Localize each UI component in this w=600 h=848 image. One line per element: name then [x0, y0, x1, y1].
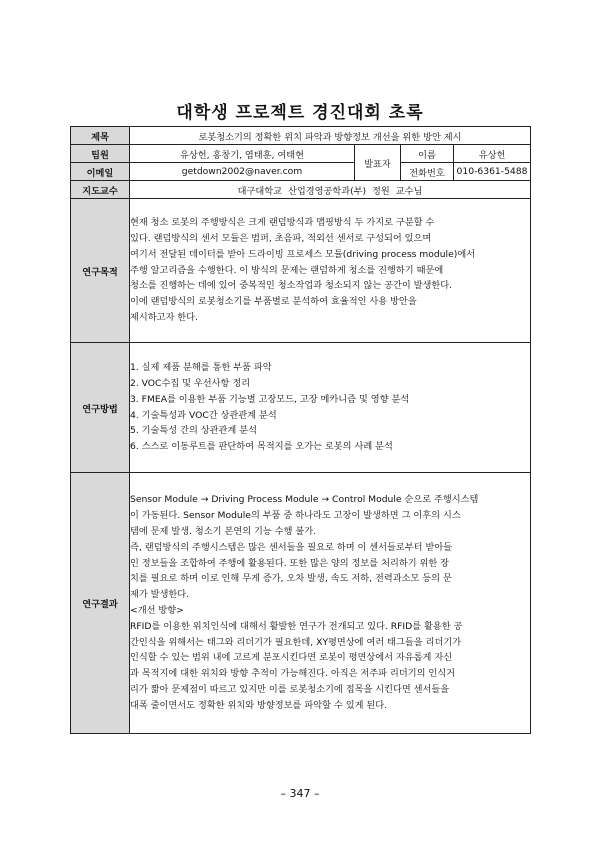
- result-text: [130, 473, 531, 734]
- result-line: 즉, 랜덤방식의 주행시스템은 많은 센서들을 필요로 하며 이 센서들로부터 받아들: [130, 541, 453, 553]
- purpose-line: 현재 청소 로봇의 주행방식은 크게 랜덤방식과 맵핑방식 두 가지로 구분할 수: [130, 217, 435, 229]
- purpose-text: [130, 199, 531, 343]
- result-label: 연구결과: [71, 473, 130, 734]
- purpose-label: 연구목적: [71, 199, 130, 343]
- method-item: 2. VOC수집 및 우선사항 정리: [130, 377, 251, 389]
- email-label: 이메일: [71, 163, 130, 181]
- purpose-line: 청소를 진행하는 데에 있어 중복적인 청소작업과 청소되지 않는 공간이 발생한다.: [130, 280, 453, 292]
- method-item: 4. 기술특성과 VOC간 상관관계 분석: [130, 409, 277, 421]
- method-item: 1. 실제 제품 분해를 통한 부품 파악: [130, 362, 272, 374]
- purpose-line: 여기서 전달된 데이터를 받아 드라이빙 프로세스 모듈(driving process module)에서: [130, 248, 476, 260]
- result-line: 리가 짧아 문제점이 따르고 있지만 이를 로봇청소기에 접목을 시킨다면 센서들을: [130, 683, 450, 695]
- purpose-line: 있다. 랜덤방식의 센서 모듈은 범퍼, 초음파, 적외선 센서로 구성되어 있으며: [130, 233, 432, 244]
- method-item: 6. 스스로 이동루트를 판단하여 목적지를 오가는 로봇의 사례 분석: [130, 441, 393, 453]
- purpose-line: 이에 랜덤방식의 로봇청소기를 부품별로 분석하여 효율적인 사용 방안을: [130, 296, 417, 308]
- purpose-line: 주행 알고리즘을 수행한다. 이 방식의 문제는 랜덤하게 청소를 진행하기 때문에: [130, 264, 444, 276]
- page-number: – 347 –: [280, 787, 320, 800]
- name-label: 이름: [401, 145, 454, 163]
- result-line: 이 가동된다. Sensor Module의 부품 중 하나라도 고장이 발생하면 그 이후의 시스: [130, 510, 461, 522]
- advisor-row: [71, 181, 531, 199]
- method-row: [71, 343, 531, 473]
- team-row: [71, 145, 531, 163]
- result-row: [71, 473, 531, 734]
- abstract-form-table: [70, 126, 531, 734]
- presenter-label: 발표자: [355, 145, 401, 181]
- subject-label: 제목: [71, 127, 130, 145]
- team-label: 팀원: [71, 145, 130, 163]
- advisor-label: 지도교수: [71, 181, 130, 199]
- subject-value: 로봇청소기의 정확한 위치 파악과 방향정보 개선을 위한 방안 제시: [130, 127, 531, 145]
- method-list: [130, 343, 531, 473]
- subject-row: [71, 127, 531, 145]
- method-item: 5. 기술특성 간의 상관관계 분석: [130, 425, 257, 437]
- phone-value: 010-6361-5488: [454, 163, 531, 181]
- team-value: 유상헌, 홍창기, 염태훈, 여태현: [130, 145, 355, 163]
- purpose-line: 제시하고자 한다.: [130, 311, 198, 323]
- result-line: 대폭 줄이면서도 정확한 위치와 방향정보를 파악할 수 있게 된다.: [130, 699, 388, 711]
- result-line: RFID를 이용한 위치인식에 대해서 활발한 연구가 전개되고 있다. RFID를 활용한 공: [130, 620, 463, 632]
- advisor-value: 대구대학교 산업경영공학과(부) 정원 교수님: [130, 181, 531, 199]
- result-line: Sensor Module → Driving Process Module → Control Module 순으로 주행시스템: [130, 494, 479, 506]
- purpose-row: [71, 199, 531, 343]
- phone-label: 전화번호: [401, 163, 454, 181]
- result-line: 치를 필요로 하며 이로 인해 무게 증가, 오차 발생, 속도 저하, 전력과소모 등의 문: [130, 573, 452, 585]
- email-row: [71, 163, 531, 181]
- result-line: 인 정보들을 조합하여 주행에 활용된다. 또한 많은 양의 정보를 처리하기 위한 장: [130, 557, 450, 569]
- email-value: getdown2002@naver.com: [130, 163, 355, 181]
- page-title: 대학생 프로젝트 경진대회 초록: [176, 103, 424, 123]
- result-line: <개선 방향>: [130, 605, 184, 616]
- result-line: 간인식을 위해서는 태그와 리더기가 필요한데, XY평면상에 여러 태그들을 리더기가: [130, 636, 462, 648]
- result-line: 인식할 수 있는 범위 내에 고르게 분포시킨다면 로봇이 평면상에서 자유롭게 자신: [130, 652, 453, 664]
- name-value: 유상헌: [454, 145, 531, 163]
- result-line: 제가 발생한다.: [130, 589, 190, 601]
- method-item: 3. FMEA를 이용한 부품 기능별 고장모드, 고장 메카니즘 및 영향 분석: [130, 393, 410, 405]
- result-line: 과 목적지에 대한 위치와 방향 추적이 가능해진다. 아직은 저주파 리더기의 인식거: [130, 668, 456, 680]
- method-label: 연구방법: [71, 343, 130, 473]
- result-line: 템에 문제 발생. 청소기 본연의 기능 수행 불가.: [130, 526, 317, 538]
